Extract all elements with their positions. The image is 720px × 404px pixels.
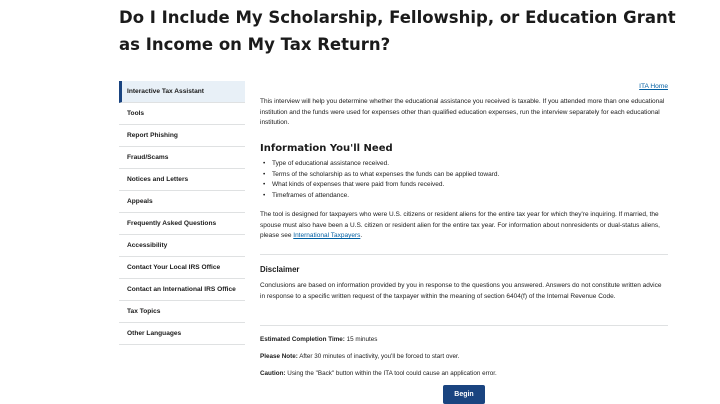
sidebar-item-accessibility[interactable]: Accessibility	[119, 235, 245, 257]
tool-description-text: The tool is designed for taxpayers who were U.S. citizens or resident aliens for the entire tax year for which they're inquiring. If married, the spouse must also have been a U.S. citizen or resident alien for the entire tax year. For information about nonresidents or dual-status aliens, please see	[260, 211, 660, 239]
sidebar-item-fraud-scams[interactable]: Fraud/Scams	[119, 147, 245, 169]
completion-time-value: 15 minutes	[346, 336, 378, 343]
list-item: • Terms of the scholarship as to what expenses the funds can be applied toward.	[260, 170, 668, 181]
completion-time	[260, 335, 668, 344]
sidebar-item-faq[interactable]: Frequently Asked Questions	[119, 213, 245, 235]
disclaimer-text: Conclusions are based on information provided by you in response to the questions you answered. Answers do not constitute written advice in response to a specific written request of the taxpayer within the meaning of section 6404(f) of the Internal Revenue Code.	[260, 282, 662, 300]
please-note-label: Please Note:	[260, 353, 298, 360]
sidebar-item-report-phishing[interactable]: Report Phishing	[119, 125, 245, 147]
intro-paragraph: This interview will help you determine whether the educational assistance you received is taxable. If you attended more than one educational institution and the funds were used for expenses other than qualified education expenses, run the interview separately for each educational institution.	[260, 98, 665, 126]
ita-home-link[interactable]: ITA Home	[639, 83, 668, 90]
divider	[260, 325, 668, 326]
list-item: • Type of educational assistance received.	[260, 159, 668, 170]
sidebar-item-appeals[interactable]: Appeals	[119, 191, 245, 213]
begin-button[interactable]: Begin	[443, 385, 485, 404]
info-heading: Information You'll Need	[260, 143, 393, 154]
sidebar-item-other-languages[interactable]: Other Languages	[119, 323, 245, 345]
sidebar-item-interactive-tax-assistant[interactable]: Interactive Tax Assistant	[119, 81, 245, 103]
tool-description-end: .	[360, 232, 363, 239]
completion-time-label: Estimated Completion Time:	[260, 336, 345, 343]
disclaimer-heading: Disclaimer	[260, 265, 300, 274]
page-title: Do I Include My Scholarship, Fellowship, or Education Grant as Income on My Tax Return?	[119, 8, 676, 54]
caution-value: Using the "Back" button within the ITA tool could cause an application error.	[287, 370, 497, 377]
list-item: • Timeframes of attendance.	[260, 191, 668, 202]
please-note-value: After 30 minutes of inactivity, you'll be forced to start over.	[299, 353, 460, 360]
sidebar-nav	[119, 81, 245, 345]
sidebar-item-notices-letters[interactable]: Notices and Letters	[119, 169, 245, 191]
international-taxpayers-link[interactable]: International Taxpayers	[293, 232, 361, 239]
please-note	[260, 352, 668, 361]
sidebar-item-contact-international-office[interactable]: Contact an International IRS Office	[119, 279, 245, 301]
sidebar-item-tax-topics[interactable]: Tax Topics	[119, 301, 245, 323]
caution-label: Caution:	[260, 370, 286, 377]
tool-description	[260, 210, 668, 242]
sidebar-item-tools[interactable]: Tools	[119, 103, 245, 125]
divider	[260, 254, 668, 255]
info-list	[260, 159, 668, 201]
sidebar-item-contact-local-office[interactable]: Contact Your Local IRS Office	[119, 257, 245, 279]
list-item: • What kinds of expenses that were paid from funds received.	[260, 180, 668, 191]
caution-note	[260, 369, 668, 378]
